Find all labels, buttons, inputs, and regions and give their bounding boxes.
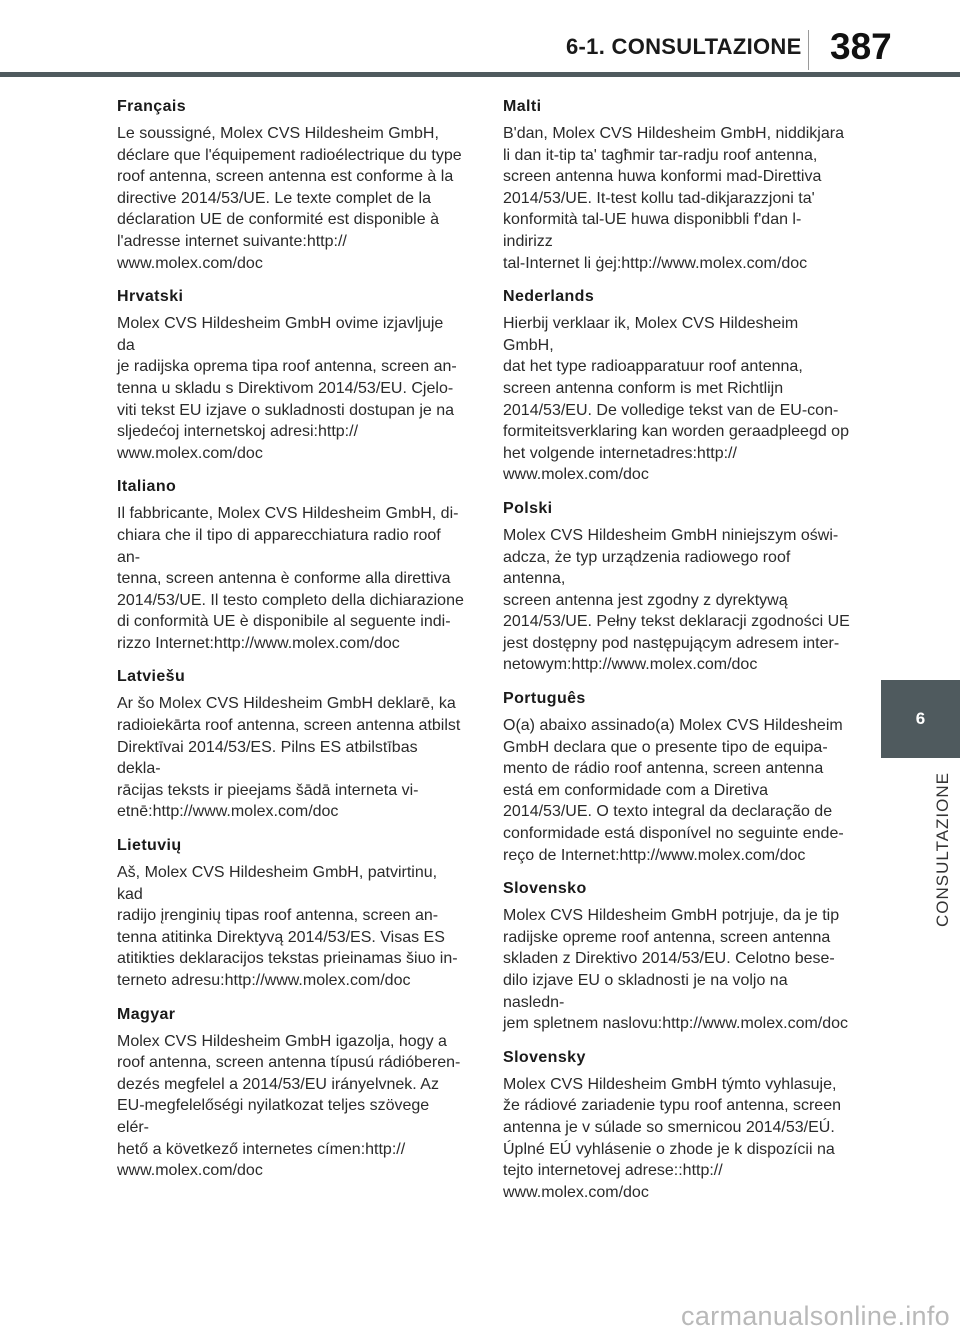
section-lietuviu — [117, 837, 465, 992]
section-text: Hierbij verklaar ik, Molex CVS Hildesheim GmbH, dat het type radioapparatuur roof antenna, screen antenna conform is met Richtlijn 2014/53/EU. De volledige tekst van de EU-con- formiteitsverklaring kan worden geraadpleegd op het volgende internetadres:http:// www.molex.com/doc — [503, 315, 849, 484]
right-column — [503, 98, 851, 1217]
section-slovensko — [503, 880, 851, 1035]
section-heading: Magyar — [117, 1005, 176, 1023]
section-portugues — [503, 690, 851, 866]
section-heading: Português — [503, 690, 586, 708]
section-magyar — [117, 1006, 465, 1182]
section-hrvatski — [117, 288, 465, 464]
section-heading: Polski — [503, 499, 553, 517]
section-text: Molex CVS Hildesheim GmbH ovime izjavljuje da je radijska oprema tipa roof antenna, screen an- tenna u skladu s Direktivom 2014/53/EU. Cjelo- viti tekst EU izjave o sukladnosti dostupan je na sljedećoj internetskoj adresi:http:// www.molex.com/doc — [117, 315, 457, 462]
section-heading: Lietuvių — [117, 837, 182, 855]
section-italiano — [117, 478, 465, 654]
section-text: Molex CVS Hildesheim GmbH potrjuje, da je tip radijske opreme roof antenna, screen antenna skladen z Direktivo 2014/53/EU. Celotno bese- dilo izjave EU o skladnosti je na voljo na nasledn- jem spletnem naslovu:http://www.molex.com/doc — [503, 907, 849, 1033]
section-text: Molex CVS Hildesheim GmbH niniejszym oświ- adcza, że typ urządzenia radiowego roof antenna, screen antenna jest zgodny z dyrektywą 2014/53/UE. Pełny tekst deklaracji zgodności UE jest dostępny pod następującym adresem inter- netowym:http://www.molex.com/doc — [503, 526, 850, 674]
watermark: carmanualsonline.info — [681, 1301, 950, 1331]
section-francais — [117, 98, 465, 274]
section-text: Ar šo Molex CVS Hildesheim GmbH deklarē, ka radioiekārta roof antenna, screen antenna atbilst Direktīvai 2014/53/ES. Pilns ES atbilstības dekla- rācijas teksts ir pieejams šādā interneta vi- etnē:http://www.molex.com/doc — [117, 695, 461, 821]
section-heading: Latviešu — [117, 668, 186, 686]
section-text: Aš, Molex CVS Hildesheim GmbH, patvirtinu, kad radijo įrenginių tipas roof antenna, screen an- tenna atitinka Direktyvą 2014/53/ES. Visas ES atitikties deklaracijos tekstas prieinamas šiuo in- terneto adresu:http://www.molex.com/doc — [117, 864, 458, 989]
section-malti — [503, 98, 851, 274]
chapter-tab-label — [881, 758, 960, 938]
section-text: B'dan, Molex CVS Hildesheim GmbH, niddikjara li dan it-tip ta' tagħmir tar-radju roof antenna, screen antenna huwa konformi mad-Direttiva 2014/53/UE. It-test kollu tad-dikjarazzjoni ta' konformità tal-UE huwa disponibbli f'dan l-indirizz tal-Internet li ġej:http://www.molex.com/doc — [503, 125, 844, 272]
section-text: Il fabbricante, Molex CVS Hildesheim GmbH, di- chiara che il tipo di apparecchiatura radio roof an- tenna, screen antenna è conforme alla direttiva 2014/53/UE. Il testo completo della dichiarazione di conformità UE è disponibile al seguente indi- rizzo Internet:http://www.molex.com/doc — [117, 505, 464, 652]
section-heading: Italiano — [117, 478, 177, 496]
section-slovensky — [503, 1049, 851, 1204]
section-heading: Malti — [503, 98, 542, 115]
section-heading: Nederlands — [503, 288, 595, 306]
section-text: Molex CVS Hildesheim GmbH igazolja, hogy a roof antenna, screen antenna típusú rádióberen- dezés megfelel a 2014/53/EU irányelvnek. Az EU-megfelelőségi nyilatkozat teljes szövege elér- hető a következő internetes címen:http:// www.molex.com/doc — [117, 1032, 461, 1180]
chapter-tab-number[interactable]: 6 — [881, 680, 960, 758]
section-heading: Slovensky — [503, 1048, 586, 1066]
section-latviesu — [117, 668, 465, 823]
chapter-tab-text: CONSULTAZIONE — [933, 772, 952, 927]
section-title: 6-1. CONSULTAZIONE — [566, 34, 802, 59]
section-heading: Français — [117, 98, 187, 115]
section-nederlands — [503, 288, 851, 486]
header-divider — [808, 30, 809, 70]
section-heading: Slovensko — [503, 880, 587, 898]
section-text: Le soussigné, Molex CVS Hildesheim GmbH, déclare que l'équipement radioélectrique du type roof antenna, screen antenna est conforme à la directive 2014/53/UE. Le texte complet de la déclaration UE de conformité est disponible à l'adresse internet suivante:http:// www.molex.com/doc — [117, 125, 462, 272]
left-column — [117, 98, 465, 1196]
header-rule — [0, 72, 960, 77]
section-text: O(a) abaixo assinado(a) Molex CVS Hildesheim GmbH declara que o presente tipo de equipa- mento de rádio roof antenna, screen antenna está em conformidade com a Diretiva 2014/53/UE. O texto integral da declaração de conformidade está disponível no seguinte ende- reço de Internet:http://www.molex.com/doc — [503, 717, 844, 864]
section-heading: Hrvatski — [117, 288, 184, 306]
section-text: Molex CVS Hildesheim GmbH týmto vyhlasuje, že rádiové zariadenie typu roof antenna, screen antenna je v súlade so smernicou 2014/53/EÚ. Úplné EÚ vyhlásenie o zhode je k dispozícii na tejto internetovej adrese::http:// www.molex.com/doc — [503, 1075, 841, 1201]
section-polski — [503, 500, 851, 676]
page-number: 387 — [830, 26, 892, 67]
